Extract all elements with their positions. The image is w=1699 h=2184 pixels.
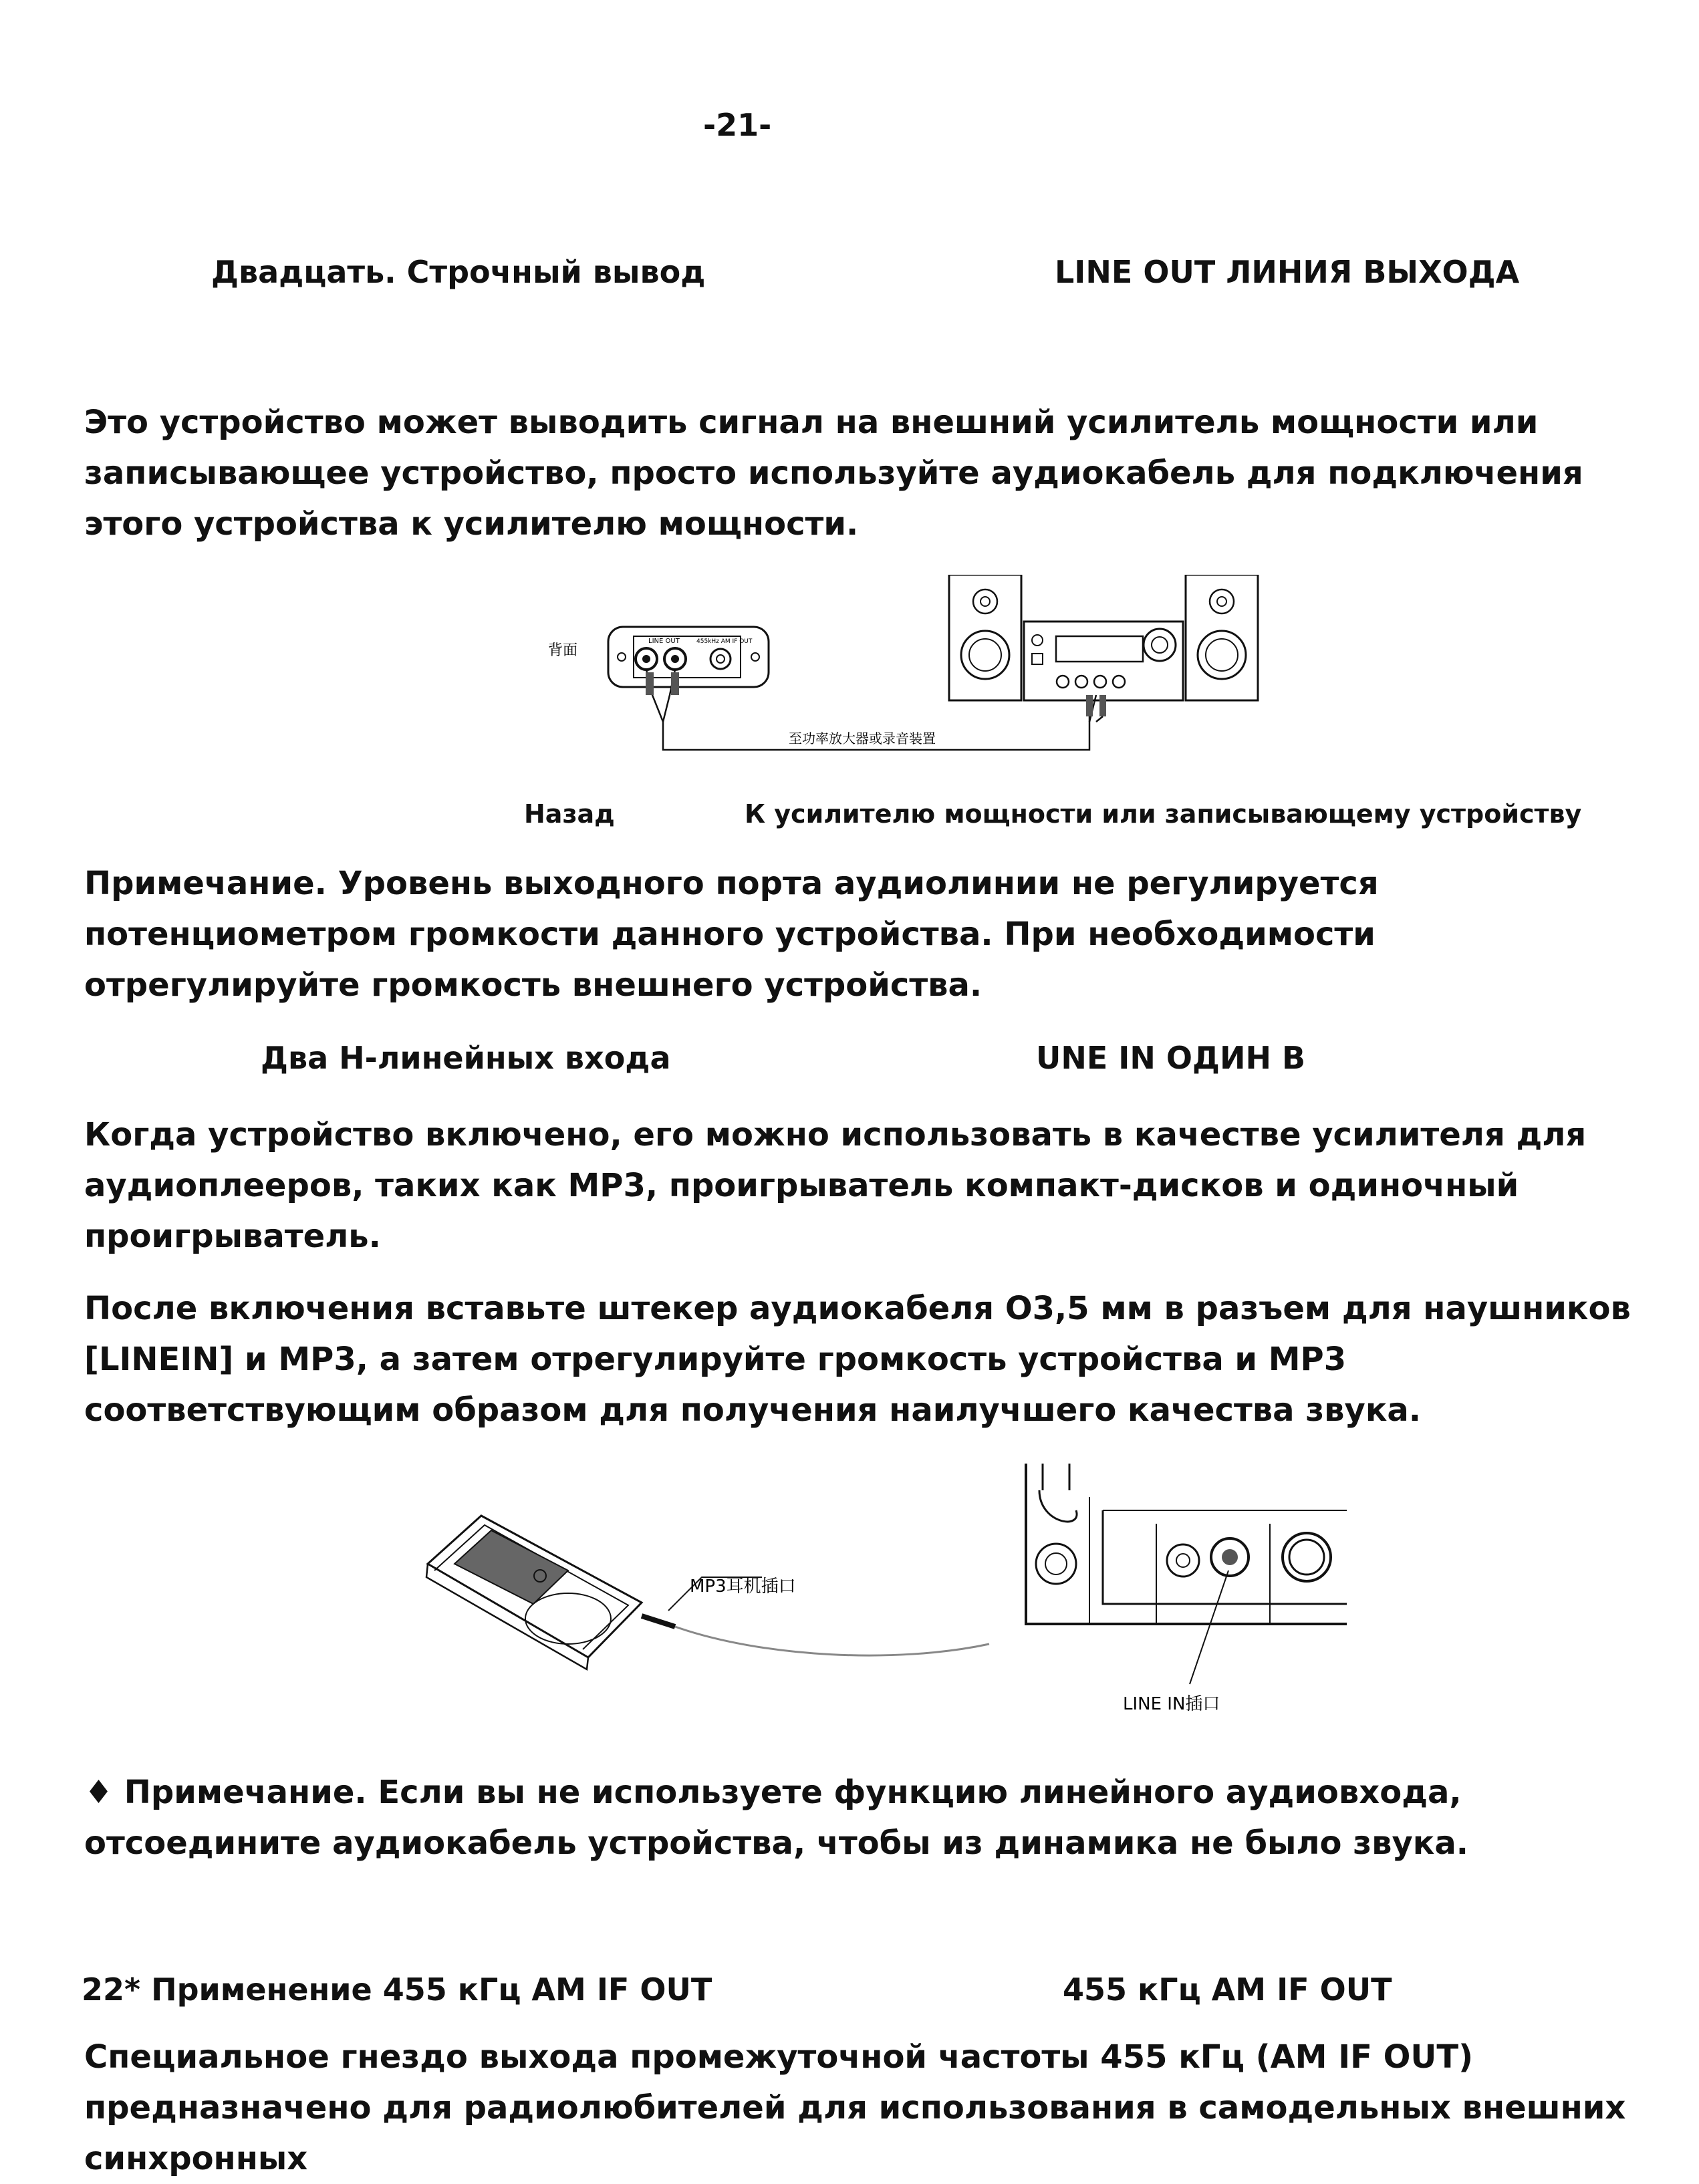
section-title-line-in: Два Н-линейных входа (261, 1040, 671, 1076)
line-out-note: Примечание. Уровень выходного порта аудиолинии не регулируется потенциометром громкости данного устройства. При необходимости отрегулируйте громкость внешнего устройства. (84, 865, 1379, 1004)
section-title-am-if: 22* Применение 455 кГц AM IF OUT (82, 1971, 712, 2008)
mp3-jack-label: MP3耳机插口 (690, 1577, 796, 1597)
line-in-note-text: ♦ Примечание. Если вы не используете функцию линейного аудиовхода, отсоедините аудиокабель устройства, чтобы из динамика не было звука. (84, 1774, 1468, 1862)
line-in-paragraph-2: После включения вставьте штекер аудиокабеля О3,5 мм в разъем для наушников [LINEIN] и MP3, а затем отрегулируйте громкость устройства и MP3 соответствующим образом для получения наилучшего качества звука. (84, 1290, 1631, 1429)
right-speaker (1186, 575, 1258, 700)
line-in-jack-label: LINE IN插口 (1123, 1694, 1220, 1714)
line-in-paragraph-1: Когда устройство включено, его можно использовать в качестве усилителя для аудиоплееров, таких как MP3, проигрыватель компакт-дисков и одиночный проигрыватель. (84, 1116, 1587, 1255)
line-out-paragraph: Это устройство может выводить сигнал на внешний усилитель мощности или записывающее устройство, просто используйте аудиокабель для подключения этого устройства к усилителю мощности. (84, 404, 1583, 543)
am-if-out-jack (710, 649, 731, 669)
section-title-line-in-en: UNE IN ОДИН В (1036, 1040, 1306, 1076)
to-amplifier-label-cn: 至功率放大器或录音装置 (789, 730, 936, 746)
back-label-cn: 背面 (548, 642, 578, 659)
line-out-mini-label: LINE OUT (648, 638, 680, 645)
figure-caption-amplifier: К усилителю мощности или записывающему устройству (745, 799, 1582, 829)
am-if-paragraph: Специальное гнездо выхода промежуточной частоты 455 кГц (AM IF OUT) предназначено для радиолюбителей для использования в самодельных внешних синхронных (84, 2038, 1626, 2177)
section-title-am-if-en: 455 кГц AM IF OUT (1063, 1971, 1392, 2008)
figure-caption-back: Назад (524, 799, 615, 829)
device-panel-corner (1026, 1464, 1347, 1624)
line-in-diagram (414, 1464, 1363, 1731)
section-title-line-out: Двадцать. Строчный вывод (211, 254, 706, 290)
line-in-note (84, 1767, 1642, 1869)
mp3-player (426, 1516, 642, 1669)
section-title-line-out-en: LINE OUT ЛИНИЯ ВЫХОДА (1055, 254, 1520, 290)
line-out-diagram (521, 575, 1323, 762)
page-number: -21- (703, 107, 772, 143)
am-if-mini-label: 455kHz AM IF OUT (696, 638, 753, 645)
left-speaker (949, 575, 1021, 700)
